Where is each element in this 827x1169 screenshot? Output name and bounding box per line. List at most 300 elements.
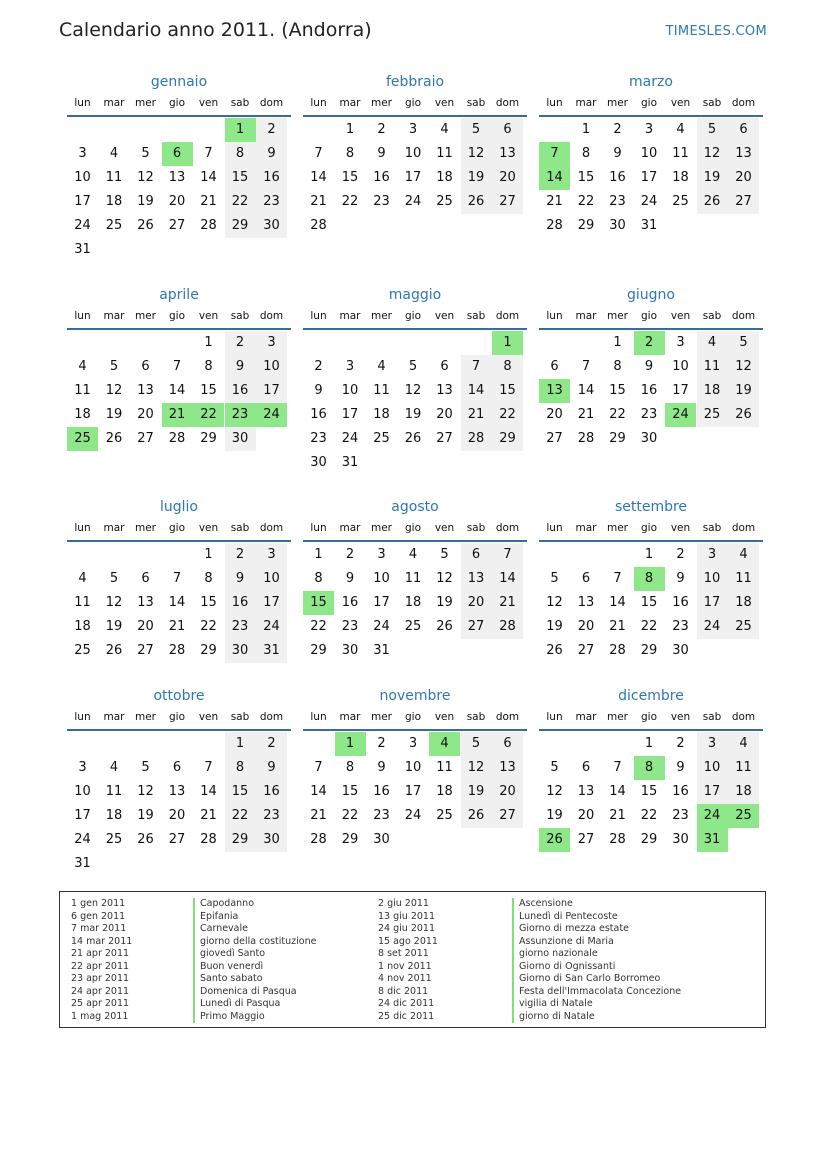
day-cell: 18 [436,170,453,185]
month-divider [539,729,763,731]
day-cell: 9 [613,146,622,161]
day-cell: 16 [609,170,626,185]
legend-date: 15 ago 2011 [378,935,438,947]
day-cell: 13 [137,595,154,610]
weekday-header: sab [466,97,486,109]
day-cell: 12 [105,383,123,398]
day-cell: 5 [550,760,559,775]
day-cell: 28 [546,218,563,233]
day-cell: 14 [492,567,523,591]
day-cell: 8 [345,760,355,775]
month-divider [539,328,763,330]
day-cell: 29 [225,214,256,238]
day-cell: 17 [640,170,658,185]
legend-date: 23 apr 2011 [71,973,130,985]
day-cell: 25 [697,403,728,427]
weekday-header: lun [546,522,563,534]
day-cell: 21 [492,591,523,615]
holiday-day-cell: 24 [697,804,728,828]
day-cell: 5 [461,732,492,756]
weekday-header: ven [434,310,455,322]
day-cell: 4 [440,122,449,137]
day-cell: 15 [609,383,626,398]
month-ottobre [67,687,291,887]
month-dicembre [539,687,763,887]
day-cell: 2 [676,736,685,751]
day-cell: 6 [728,118,759,142]
month-febbraio [303,73,527,273]
day-cell: 8 [204,571,213,586]
legend-name-column [512,898,681,1023]
day-cell: 5 [109,359,119,374]
month-name: agosto [391,499,439,515]
day-cell: 2 [314,359,323,374]
day-cell: 4 [408,547,418,562]
day-cell: 30 [225,639,256,663]
day-cell: 22 [341,808,359,823]
holiday-day-cell: 14 [539,166,570,190]
day-cell: 17 [672,383,689,398]
day-cell: 10 [697,567,728,591]
weekday-header: gio [168,711,185,723]
day-cell: 19 [546,808,563,823]
day-cell: 20 [492,166,523,190]
day-cell: 28 [168,643,186,658]
day-cell: 16 [373,784,390,799]
day-cell: 2 [345,547,355,562]
day-cell: 20 [168,808,186,823]
day-cell: 19 [436,595,453,610]
day-cell: 24 [341,431,359,446]
day-cell: 15 [341,170,359,185]
day-cell: 27 [436,431,453,446]
legend-holiday-name: Buon venerdì [193,961,316,974]
weekday-header: sab [230,711,250,723]
legend-holiday-name: Lunedì di Pasqua [193,998,316,1011]
day-cell: 8 [613,359,622,374]
weekday-header: lun [310,310,327,322]
day-cell: 18 [74,407,91,422]
legend-date: 24 dic 2011 [378,998,435,1010]
holiday-day-cell: 26 [539,828,570,852]
day-cell: 19 [546,619,563,634]
day-cell: 11 [373,383,390,398]
day-cell: 15 [640,595,658,610]
day-cell: 13 [728,142,759,166]
day-cell: 7 [314,146,323,161]
day-cell: 2 [613,122,622,137]
day-cell: 14 [168,383,186,398]
month-name: giugno [627,287,675,303]
legend-date: 13 giu 2011 [378,910,435,922]
weekday-header: mer [606,522,628,534]
day-cell: 25 [74,643,91,658]
day-cell: 28 [168,431,186,446]
day-cell: 17 [697,780,728,804]
day-cell: 21 [577,407,595,422]
month-divider [67,115,291,117]
day-cell: 20 [436,407,453,422]
day-cell: 6 [141,359,150,374]
day-cell: 10 [697,756,728,780]
weekday-header: mar [103,97,125,109]
day-cell: 14 [577,383,595,398]
page-title: Calendario anno 2011. (Andorra) [59,19,372,41]
day-cell: 14 [609,784,626,799]
legend-date-column [71,898,132,1023]
day-cell: 6 [492,118,523,142]
day-cell: 28 [609,832,626,847]
day-cell: 22 [492,403,523,427]
weekday-header: sab [702,97,722,109]
day-cell: 15 [577,170,595,185]
day-cell: 22 [577,194,595,209]
weekday-header: mar [103,522,125,534]
day-cell: 9 [256,142,287,166]
month-divider [539,115,763,117]
weekday-header: lun [74,522,91,534]
weekday-header: dom [259,522,284,534]
weekday-header: gio [404,711,421,723]
day-cell: 24 [640,194,658,209]
day-cell: 16 [225,591,256,615]
day-cell: 23 [256,190,287,214]
day-cell: 27 [168,832,186,847]
weekday-header: dom [731,711,756,723]
weekday-header: mar [103,711,125,723]
day-cell: 20 [137,407,154,422]
day-cell: 17 [74,808,91,823]
weekday-header: gio [640,711,657,723]
day-cell: 17 [256,591,287,615]
weekday-header: sab [702,711,722,723]
day-cell: 2 [377,736,386,751]
day-cell: 5 [408,359,418,374]
weekday-header: mer [370,711,392,723]
weekday-header: lun [546,310,563,322]
legend-date-column [378,898,438,1023]
legend-date: 1 mag 2011 [71,1010,129,1022]
weekday-header: lun [310,711,327,723]
day-cell: 8 [345,146,355,161]
day-cell: 22 [640,808,658,823]
weekday-header: mer [134,97,156,109]
day-cell: 29 [200,431,217,446]
day-cell: 28 [200,218,217,233]
month-divider [539,540,763,542]
day-cell: 8 [204,359,213,374]
day-cell: 24 [404,194,422,209]
day-cell: 16 [256,166,287,190]
day-cell: 6 [550,359,559,374]
day-cell: 11 [697,355,728,379]
day-cell: 5 [141,146,150,161]
weekday-header: dom [259,97,284,109]
day-cell: 28 [310,832,327,847]
legend-holiday-name: Giorno di Ognissanti [512,961,681,974]
day-cell: 9 [225,355,256,379]
month-aprile [67,286,291,486]
legend-holiday-name: Domenica di Pasqua [193,986,316,999]
day-cell: 26 [105,431,123,446]
weekday-header: lun [310,522,327,534]
holiday-day-cell: 31 [697,828,728,852]
day-cell: 12 [436,571,453,586]
day-cell: 16 [341,595,359,610]
day-cell: 23 [672,808,689,823]
day-cell: 10 [404,760,422,775]
day-cell: 24 [74,832,91,847]
day-cell: 22 [341,194,359,209]
day-cell: 9 [377,760,386,775]
day-cell: 28 [200,832,217,847]
day-cell: 16 [310,407,327,422]
day-cell: 26 [137,832,154,847]
month-divider [303,328,527,330]
legend-date: 22 apr 2011 [71,960,130,972]
day-cell: 15 [200,595,217,610]
day-cell: 2 [256,732,287,756]
weekday-header: sab [702,522,722,534]
day-cell: 20 [492,780,523,804]
day-cell: 13 [137,383,154,398]
legend-date: 24 giu 2011 [378,923,435,935]
month-name: aprile [159,287,199,303]
day-cell: 8 [314,571,323,586]
legend-holiday-name: Santo sabato [193,973,316,986]
day-cell: 21 [200,808,217,823]
day-cell: 10 [74,170,91,185]
weekday-header: mar [339,310,361,322]
day-cell: 18 [404,595,422,610]
day-cell: 11 [74,595,91,610]
day-cell: 13 [492,142,523,166]
day-cell: 18 [697,379,728,403]
day-cell: 13 [577,784,595,799]
holiday-day-cell: 6 [162,142,193,166]
day-cell: 11 [728,756,759,780]
day-cell: 27 [137,431,154,446]
weekday-header: ven [670,711,691,723]
weekday-header: mer [134,522,156,534]
month-name: ottobre [153,688,205,704]
day-cell: 10 [341,383,359,398]
brand-link[interactable]: TIMESLES.COM [665,24,767,39]
day-cell: 26 [697,190,728,214]
day-cell: 12 [697,142,728,166]
day-cell: 3 [377,547,386,562]
day-cell: 1 [644,736,654,751]
day-cell: 23 [341,619,359,634]
legend-date: 2 giu 2011 [378,898,429,909]
weekday-header: mar [339,711,361,723]
legend-holiday-name: giorno di Natale [512,1011,681,1024]
holiday-day-cell: 1 [492,331,523,355]
day-cell: 2 [256,118,287,142]
legend-date: 8 dic 2011 [378,985,429,997]
weekday-header: dom [495,711,520,723]
weekday-header: sab [230,522,250,534]
day-cell: 12 [461,142,492,166]
day-cell: 14 [200,784,217,799]
day-cell: 26 [404,431,422,446]
weekday-header: mar [575,711,597,723]
day-cell: 21 [168,619,186,634]
legend-date: 4 nov 2011 [378,973,432,985]
day-cell: 11 [105,784,123,799]
month-divider [67,729,291,731]
weekday-header: dom [731,522,756,534]
day-cell: 18 [105,808,123,823]
day-cell: 23 [373,194,390,209]
day-cell: 23 [225,615,256,639]
weekday-header: dom [731,97,756,109]
holiday-day-cell: 15 [303,591,334,615]
weekday-header: gio [640,310,657,322]
day-cell: 22 [609,407,626,422]
day-cell: 15 [640,784,658,799]
weekday-header: gio [168,310,185,322]
day-cell: 26 [728,403,759,427]
weekday-header: ven [434,711,455,723]
legend-holiday-name: Epifania [193,911,316,924]
day-cell: 13 [168,784,186,799]
day-cell: 22 [225,190,256,214]
day-cell: 18 [436,784,453,799]
day-cell: 26 [546,643,563,658]
weekday-header: mer [606,97,628,109]
day-cell: 4 [676,122,685,137]
day-cell: 26 [461,804,492,828]
day-cell: 26 [105,643,123,658]
weekday-header: dom [259,711,284,723]
legend-holiday-name: vigilia di Natale [512,998,681,1011]
day-cell: 19 [404,407,422,422]
day-cell: 3 [644,122,654,137]
weekday-header: mer [370,97,392,109]
day-cell: 25 [373,431,390,446]
day-cell: 29 [609,431,626,446]
weekday-header: sab [466,522,486,534]
day-cell: 18 [728,780,759,804]
day-cell: 25 [672,194,689,209]
month-divider [303,729,527,731]
legend-date: 25 apr 2011 [71,998,130,1010]
day-cell: 21 [461,403,492,427]
legend-date: 7 mar 2011 [71,923,127,935]
day-cell: 13 [436,383,453,398]
weekday-header: ven [670,310,691,322]
month-luglio [67,498,291,698]
day-cell: 19 [105,407,123,422]
day-cell: 5 [109,571,119,586]
holiday-day-cell: 21 [162,403,193,427]
day-cell: 21 [609,808,626,823]
day-cell: 27 [168,218,186,233]
weekday-header: ven [434,522,455,534]
weekday-header: sab [230,310,250,322]
weekday-header: gio [404,97,421,109]
holiday-day-cell: 25 [728,804,759,828]
day-cell: 8 [492,355,523,379]
month-gennaio [67,73,291,273]
day-cell: 15 [225,166,256,190]
day-cell: 2 [676,547,685,562]
legend-holiday-name: giorno della costituzione [193,936,316,949]
day-cell: 29 [492,427,523,451]
weekday-header: sab [230,97,250,109]
day-cell: 11 [436,146,453,161]
day-cell: 29 [640,832,658,847]
day-cell: 29 [310,643,327,658]
day-cell: 13 [492,756,523,780]
day-cell: 3 [697,543,728,567]
day-cell: 28 [492,615,523,639]
day-cell: 5 [141,760,150,775]
day-cell: 28 [577,431,595,446]
day-cell: 25 [404,619,422,634]
month-novembre [303,687,527,887]
day-cell: 13 [577,595,595,610]
day-cell: 11 [74,383,91,398]
day-cell: 16 [672,595,689,610]
day-cell: 25 [105,218,123,233]
weekday-header: mar [575,310,597,322]
day-cell: 23 [256,804,287,828]
day-cell: 30 [256,214,287,238]
day-cell: 18 [373,407,390,422]
weekday-header: dom [259,310,284,322]
day-cell: 1 [581,122,591,137]
day-cell: 11 [672,146,689,161]
day-cell: 11 [404,571,422,586]
month-name: dicembre [618,688,684,704]
day-cell: 14 [310,170,327,185]
day-cell: 5 [440,547,449,562]
day-cell: 30 [256,828,287,852]
day-cell: 10 [404,146,422,161]
day-cell: 30 [609,218,626,233]
day-cell: 9 [644,359,654,374]
weekday-header: dom [495,97,520,109]
weekday-header: ven [198,711,219,723]
weekday-header: ven [198,310,219,322]
day-cell: 22 [310,619,327,634]
day-cell: 3 [676,335,685,350]
holiday-day-cell: 1 [335,732,366,756]
day-cell: 28 [461,427,492,451]
weekday-header: lun [74,97,91,109]
day-cell: 10 [256,567,287,591]
day-cell: 9 [314,383,323,398]
day-cell: 20 [461,591,492,615]
day-cell: 3 [256,543,287,567]
weekday-header: mar [103,310,125,322]
day-cell: 19 [461,166,492,190]
day-cell: 24 [404,808,422,823]
weekday-header: mar [575,97,597,109]
day-cell: 14 [200,170,217,185]
day-cell: 23 [373,808,390,823]
day-cell: 3 [256,331,287,355]
weekday-header: dom [731,310,756,322]
month-maggio [303,286,527,486]
day-cell: 1 [644,547,654,562]
weekday-header: gio [640,97,657,109]
day-cell: 9 [256,756,287,780]
day-cell: 10 [74,784,91,799]
day-cell: 21 [200,194,217,209]
